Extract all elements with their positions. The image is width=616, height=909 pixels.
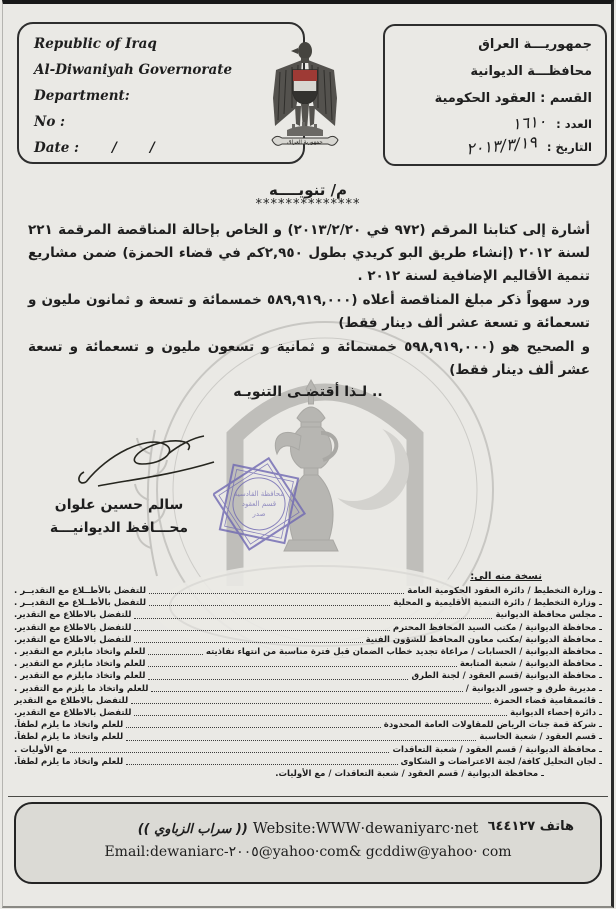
dotted-leader [151,691,462,692]
copy-note: للعلم واتخاذ مايلزم مع التقدير . [14,659,146,670]
dash-bullet: ـ [599,695,602,706]
dash-bullet: ـ [599,634,602,645]
signatory-name: سالم حسين علوان [54,497,184,513]
copy-row [14,646,602,658]
date-value-handwritten: ٢٠١٣/٣/١٩ [465,132,538,159]
dotted-leader [149,605,390,606]
document-number-row [398,112,592,135]
copy-note: للعلم واتخاذ مايلزم مع التقدير . [14,671,146,682]
number-label-en: No : [34,114,66,130]
dotted-leader [70,752,389,753]
dash-bullet: ـ [599,598,602,609]
copy-row [14,609,602,621]
dotted-leader [148,666,456,667]
dash-bullet: ـ [599,586,602,596]
subject-title: م/ تنويــــه [268,181,348,199]
signature-block [28,494,210,540]
governorate-name-ar: محافظـــة الديوانية [470,64,592,79]
copy-note: للعلم واتخاذ ما يلزم لطفاً. [14,756,124,767]
stamp-text-department: قسم العقود [241,499,277,508]
dash-bullet: ـ [599,647,602,658]
dash-bullet: ـ [599,708,602,719]
dotted-leader [148,679,408,680]
header-box-arabic [383,24,607,166]
copy-recipient: دائرة إحصاء الديوانية [510,708,597,719]
copy-recipient: محافظة الديوانية / قسم العقود / شعبة التعاقدات [392,744,597,755]
copy-row [14,622,602,634]
copy-recipient: محافظة الديوانية /قسم العقود / لجنة الطرق [411,671,597,682]
copy-recipient: مجلس محافظة الديوانية [495,610,597,621]
copy-recipient: شركة قمة جنات الرياض للمقاولات العامة المحدودة [383,720,597,731]
copy-note: للتفضل بالأطــلاع مع التقديــر . [14,598,147,609]
country-name-en: Republic of Iraq [34,36,157,52]
dotted-leader [126,727,381,728]
iraq-eagle-emblem [262,34,348,162]
closing-line: لـذا أقتضـى التنويـه .. [233,384,383,400]
emblem-scroll-text: جمهورية العراق [287,139,323,146]
copy-recipient: قسم العقود / شعبة الحاسبة [479,732,597,743]
copy-recipient: محافظة الديوانية / مكتب السيد المحافظ المحترم [392,622,597,633]
stamp-text-issued: صدر [252,509,266,518]
copy-row [14,768,544,780]
copy-note: للتفضل بالاطلاع مع التقدير [14,695,129,706]
dotted-leader [134,630,389,631]
copy-note: للتفضل بالأطــلاع مع التقديــر . [14,586,147,596]
copy-recipient: محافظة الديوانية /مكتب معاون المحافظ للشؤون الفنية [365,634,597,645]
copy-note: للتفضل بالاطلاع مع التقدير. [14,708,132,719]
copy-recipient: مديرية طرق و جسور الديوانية / [465,683,597,694]
dotted-leader [134,715,507,716]
stamp-text-governorate: محافظة القادسية [233,489,285,498]
governorate-name-en: Al-Diwaniyah Governorate [34,62,233,78]
copy-row [14,585,602,597]
subject-block [0,181,616,210]
copy-note: للتفضل بالاطلاع مع التقدير. [14,610,132,621]
asterisk-separator: ************** [255,197,361,212]
country-name-ar: جمهوريـــة العراق [478,37,592,52]
dash-bullet: ـ [599,744,602,755]
dash-bullet: ـ [541,769,544,780]
footer-calligraphy-note: (( سراب الزباوي )) [137,822,248,837]
dash-bullet: ـ [599,756,602,767]
signatory-title: محـــافظ الديوانيـــة [49,520,189,536]
copy-recipient: محافظة الديوانية / شعبة المتابعة [459,659,597,670]
footer-phone: هاتف ٦٤٤١٢٧ [487,819,574,834]
copy-recipient: محافظة الديوانية / الحسابات / مراعاة تجديد خطاب الضمان قبل فترة مناسبة من انتهاء نفاذيته [205,647,597,658]
dash-bullet: ـ [599,720,602,731]
copy-row [14,719,602,731]
copy-row [14,756,602,768]
footer-website: Website:WWW·dewaniyarc·net [252,821,479,837]
copy-row [14,634,602,646]
copy-note: للعلم واتخاذ ما يلزم لطفاً. [14,720,124,731]
footer-divider [8,796,608,797]
copy-recipient: وزارة التخطيط / دائرة التنمية الأقليمية و المحلية [393,598,597,609]
department-label-en: Department: [34,88,130,104]
dotted-leader [134,618,492,619]
copy-row [14,683,602,695]
date-label-ar: التاريخ : [546,140,592,154]
number-label-ar: العدد : [556,117,592,131]
footer-email: Email:dewaniarc-٢٠٠٥@yahoo·com& gcddiw@yahoo· com [104,844,512,860]
copy-recipient: قائممقامية قضاء الحمزة [493,695,597,706]
copy-row [14,707,602,719]
dash-bullet: ـ [599,659,602,670]
body-paragraph-2: ورد سهواً ذكر مبلغ المناقصة أعلاه (٥٨٩,٩١٩,٠٠٠ خمسمائة و تسعة و ثمانون مليون و تسعمائة و تسعة عشر ألف دينار فقط) [28,292,590,331]
body-paragraph-3: و الصحيح هو (٥٩٨,٩١٩,٠٠٠ خمسمائة و ثمانية و تسعون مليون و تسعمائة و تسعة عشر ألف دينار فقط) [28,339,590,378]
date-label-en: Date : / / [34,140,155,156]
copy-note: للعلم واتخاذ ما يلزم لطفاً. [14,732,124,743]
letter-body [28,219,590,383]
copy-row [14,731,602,743]
document-date-row [398,132,592,159]
dash-bullet: ـ [599,622,602,633]
copy-row [14,744,602,756]
dotted-leader [148,654,202,655]
dash-bullet: ـ [599,732,602,743]
copy-note: مع الأوليات . [14,744,68,755]
distribution-list [14,571,602,780]
body-paragraph-1: أشارة إلى كتابنا المرقم (٩٧٢ في ٢٠١٣/٢/٢٠) و الخاص بإحالة المناقصة المرقمة ٢٢١ لسنة ٢٠١٢ (إنشاء طريق البو كريدي بطول ٢,٩٥٠كم في قضاء الحمزة) ضمن مشاريع تنمية الأقاليم الإضافية لسنة ٢٠١٢ . [28,222,590,284]
footer-line-website [16,818,600,837]
number-value-handwritten: ١٦١٠ [510,111,547,134]
dotted-leader [134,642,362,643]
dotted-leader [126,764,397,765]
dotted-leader [149,593,404,594]
copy-row [14,597,602,609]
copy-note: للتفضل بالاطلاع مع التقدير. [14,622,132,633]
copy-note: للتفضل بالاطلاع مع التقدير. [14,634,132,645]
copy-note: للعلم واتخاذ ما يلزم مع التقدير . [14,683,149,694]
copies-heading: نسخة منه الى: [470,571,542,582]
dotted-leader [131,703,491,704]
copy-row [14,670,602,682]
dash-bullet: ـ [599,683,602,694]
copy-note: للعلم واتخاذ مايلزم مع التقدير . [14,647,146,658]
copy-row [14,695,602,707]
footer-contact-box [14,802,602,884]
copy-row [14,658,602,670]
signature-scribble [68,424,228,499]
dash-bullet: ـ [599,610,602,621]
copy-recipient: وزارة التخطيط / دائرة العقود الحكومية العامة [407,586,597,596]
dash-bullet: ـ [599,671,602,682]
department-name-ar: القسم : العقود الحكومية [434,91,592,106]
eagle-head [298,42,312,59]
dotted-leader [126,740,476,741]
copy-recipient: لجان التحليل كافة/ لجنة الاعتراضات و الشكاوى [400,756,597,767]
copy-recipient: محافظة الديوانية / قسم العقود / شعبة التعاقدات / مع الأوليات. [275,769,539,780]
